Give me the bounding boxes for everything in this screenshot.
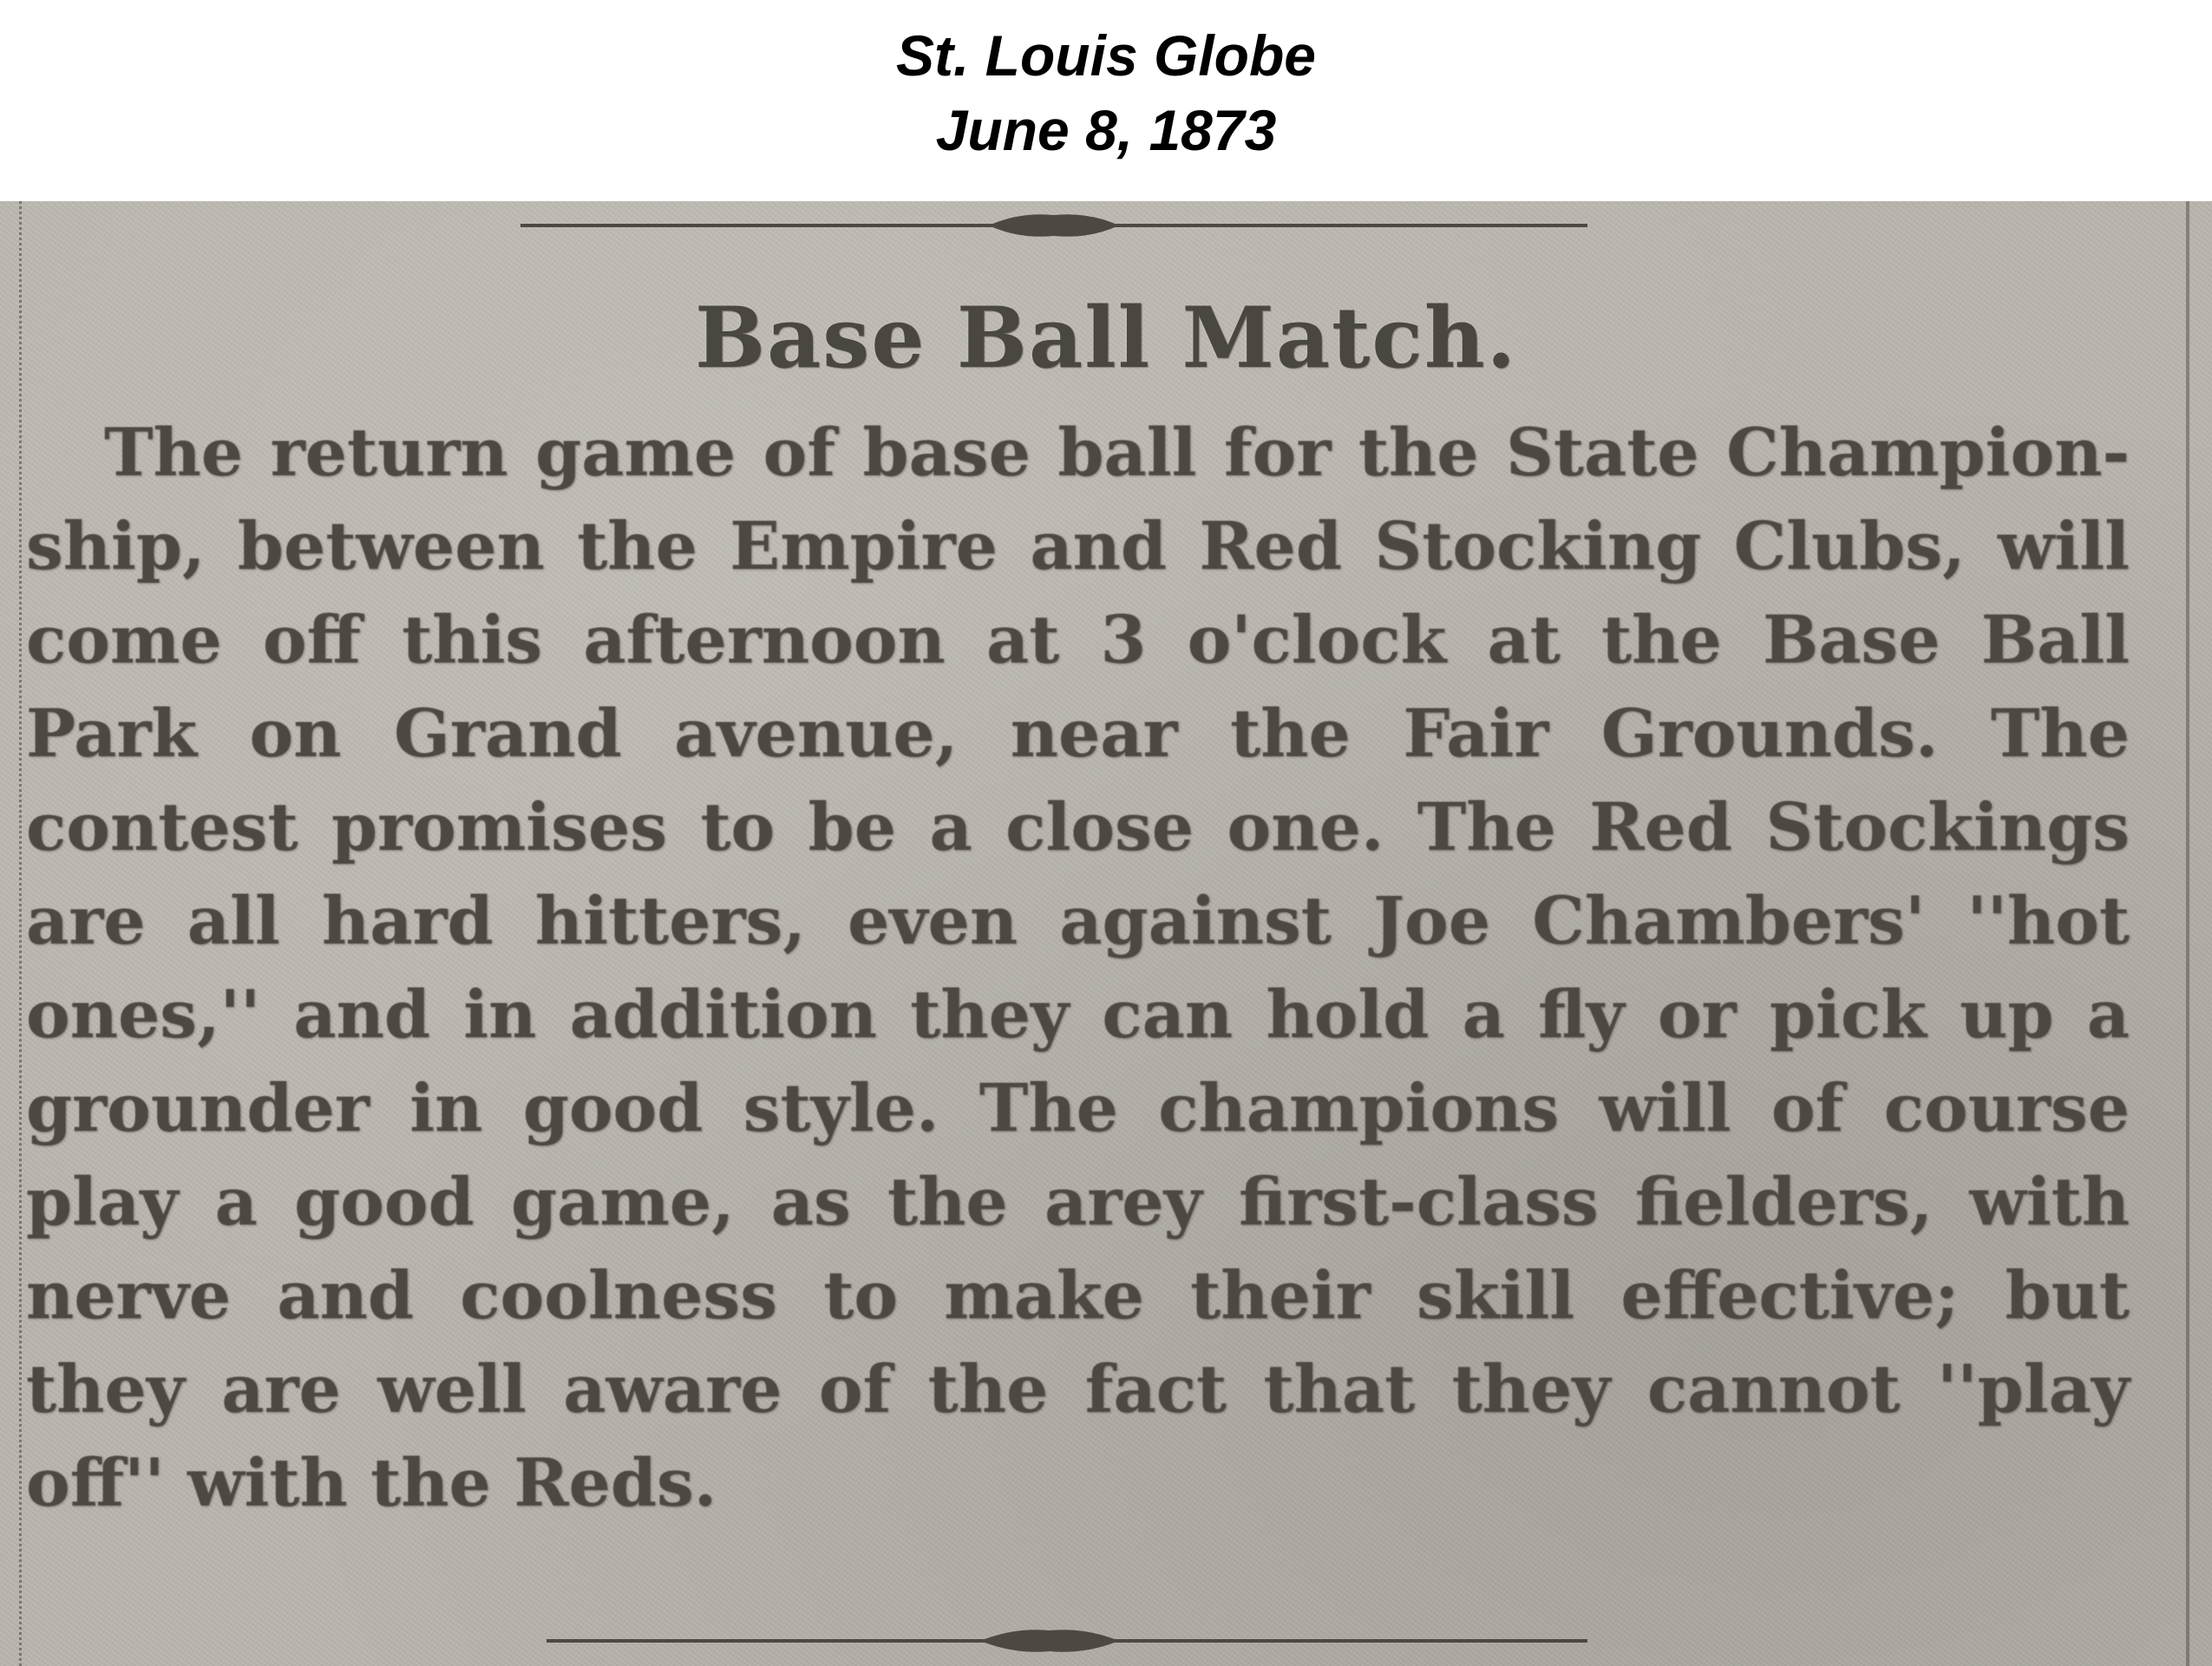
publication-name: St. Louis Globe xyxy=(895,23,1316,88)
article-line: come off this afternoon at 3 o'clock at the Base Ball xyxy=(26,601,2130,678)
caption xyxy=(0,0,2212,201)
article-line: Park on Grand avenue, near the Fair Grounds. The xyxy=(26,695,2130,772)
column-rule-left xyxy=(19,201,25,1666)
article-line: nerve and coolness to make their skill effective; but xyxy=(26,1257,2130,1334)
top-ornament-rule xyxy=(520,208,1587,243)
article-line: ship, between the Empire and Red Stocking Clubs, will xyxy=(26,507,2130,585)
newspaper-clipping xyxy=(0,201,2212,1666)
bottom-ornament-rule xyxy=(546,1624,1587,1658)
article-line: ones,'' and in addition they can hold a fly or pick up a xyxy=(26,976,2130,1053)
article-line: play a good game, as the arey first-class fielders, with xyxy=(26,1163,2130,1240)
article-line: are all hard hitters, even against Joe Chambers' ''hot xyxy=(26,882,2130,959)
article-line: The return game of base ball for the State Champion- xyxy=(104,414,2130,491)
article-line: contest promises to be a close one. The Red Stockings xyxy=(26,788,2130,866)
article-line: off'' with the Reds. xyxy=(26,1444,717,1521)
article-headline: Base Ball Match. xyxy=(694,289,1518,387)
publication-date: June 8, 1873 xyxy=(935,98,1277,162)
article-line: grounder in good style. The champions will of course xyxy=(26,1069,2130,1147)
article-line: they are well aware of the fact that they cannot ''play xyxy=(26,1350,2130,1428)
column-rule-right xyxy=(2186,201,2193,1666)
